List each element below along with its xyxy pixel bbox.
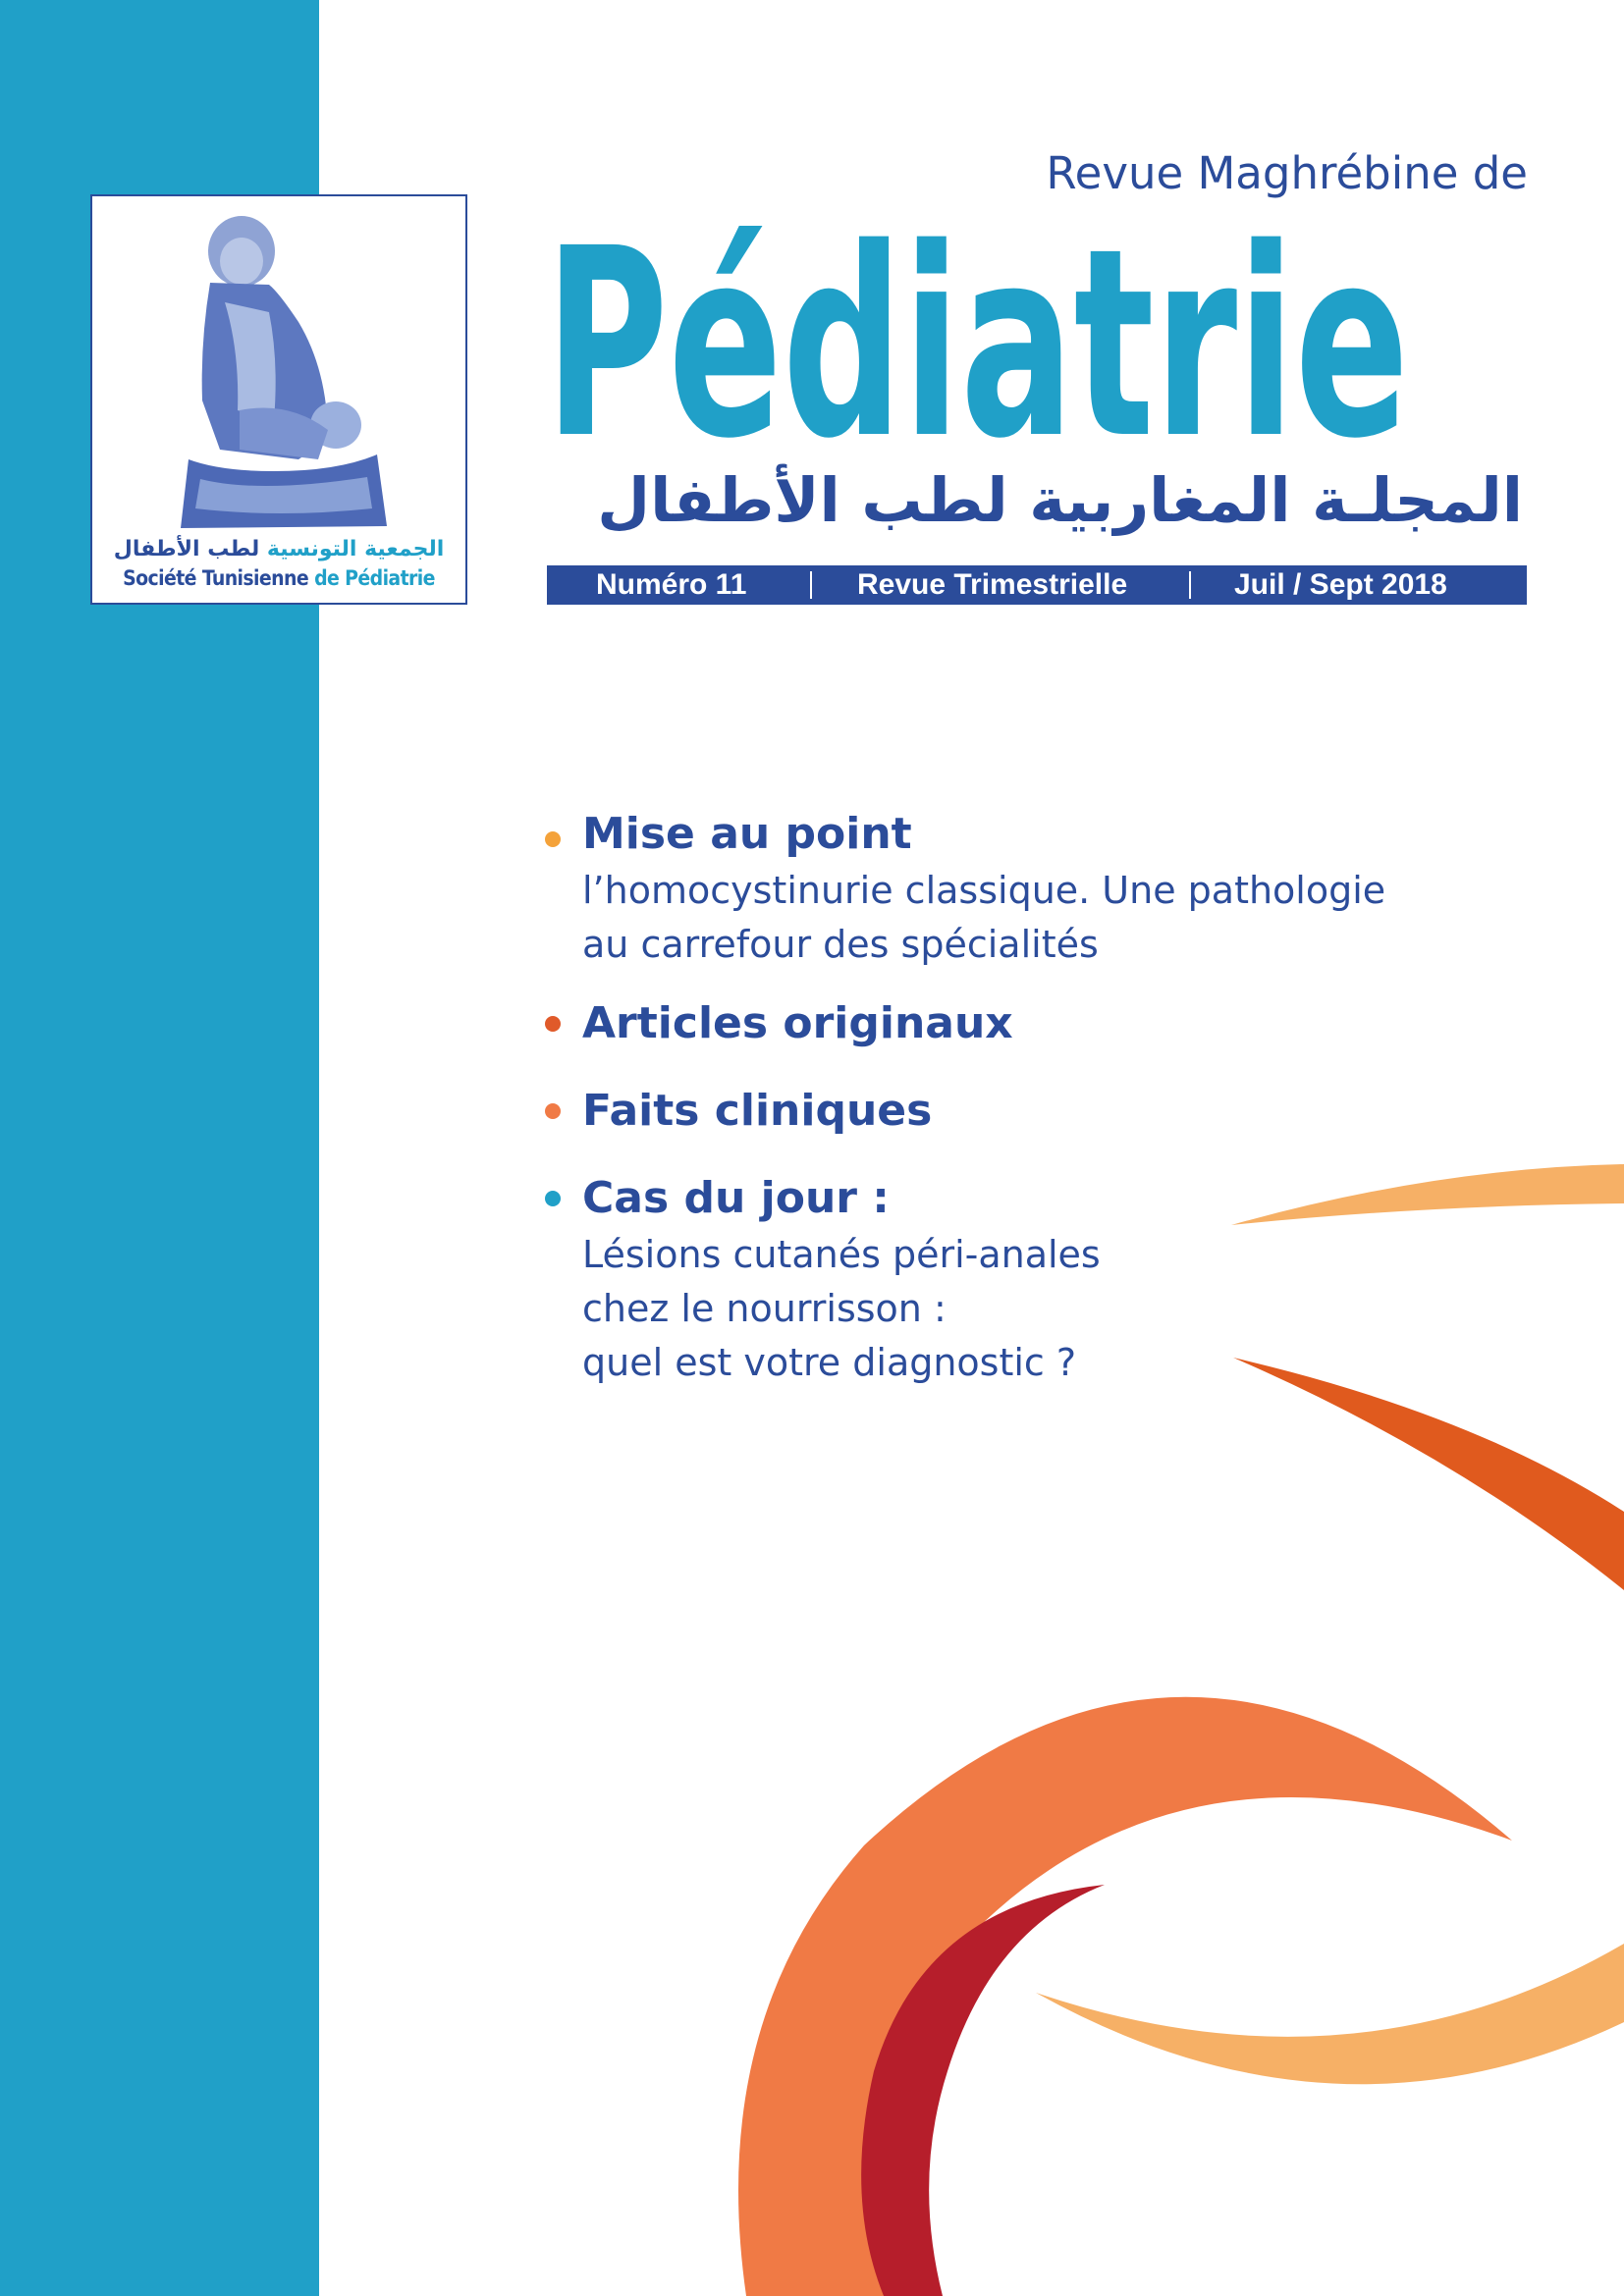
bullet-icon [545,831,561,847]
dark-orange-swoosh [1233,1358,1624,1590]
bullet-icon [545,1103,561,1119]
toc-heading: Articles originaux [582,998,1013,1048]
journal-subtitle: Revue Maghrébine de [1046,147,1528,199]
light-orange-swoosh-bottom [1036,1944,1624,2084]
society-arabic-suffix: لطب الأطفال [113,537,260,561]
toc-description-line: quel est votre diagnostic ? [582,1341,1077,1384]
toc-description-line: Lésions cutanés péri-anales [582,1233,1101,1276]
toc-heading: Faits cliniques [582,1086,933,1136]
toc-description-line: chez le nourrisson : [582,1287,947,1330]
toc-heading: Cas du jour : [582,1173,890,1223]
light-orange-swoosh-top [1231,1164,1624,1225]
society-french-prefix: Société Tunisienne [123,566,309,590]
society-french-suffix: de Pédiatrie [314,566,435,590]
issue-date: Juil / Sept 2018 [1234,568,1447,601]
toc-description-line: au carrefour des spécialités [582,923,1099,966]
bullet-icon [545,1016,561,1032]
bullet-icon [545,1191,561,1206]
journal-title-arabic: المجلـة المغاربية لطب الأطفال [597,464,1523,536]
toc-description-line: l’homocystinurie classique. Une pathologie [582,869,1386,912]
issue-frequency: Revue Trimestrielle [857,568,1128,601]
issue-number: Numéro 11 [596,568,747,601]
toc-heading: Mise au point [582,809,912,859]
journal-title-text: Pédiatrie [545,206,1409,452]
society-arabic-prefix: الجمعية التونسية [266,537,445,561]
orange-arc [738,1697,1512,2296]
